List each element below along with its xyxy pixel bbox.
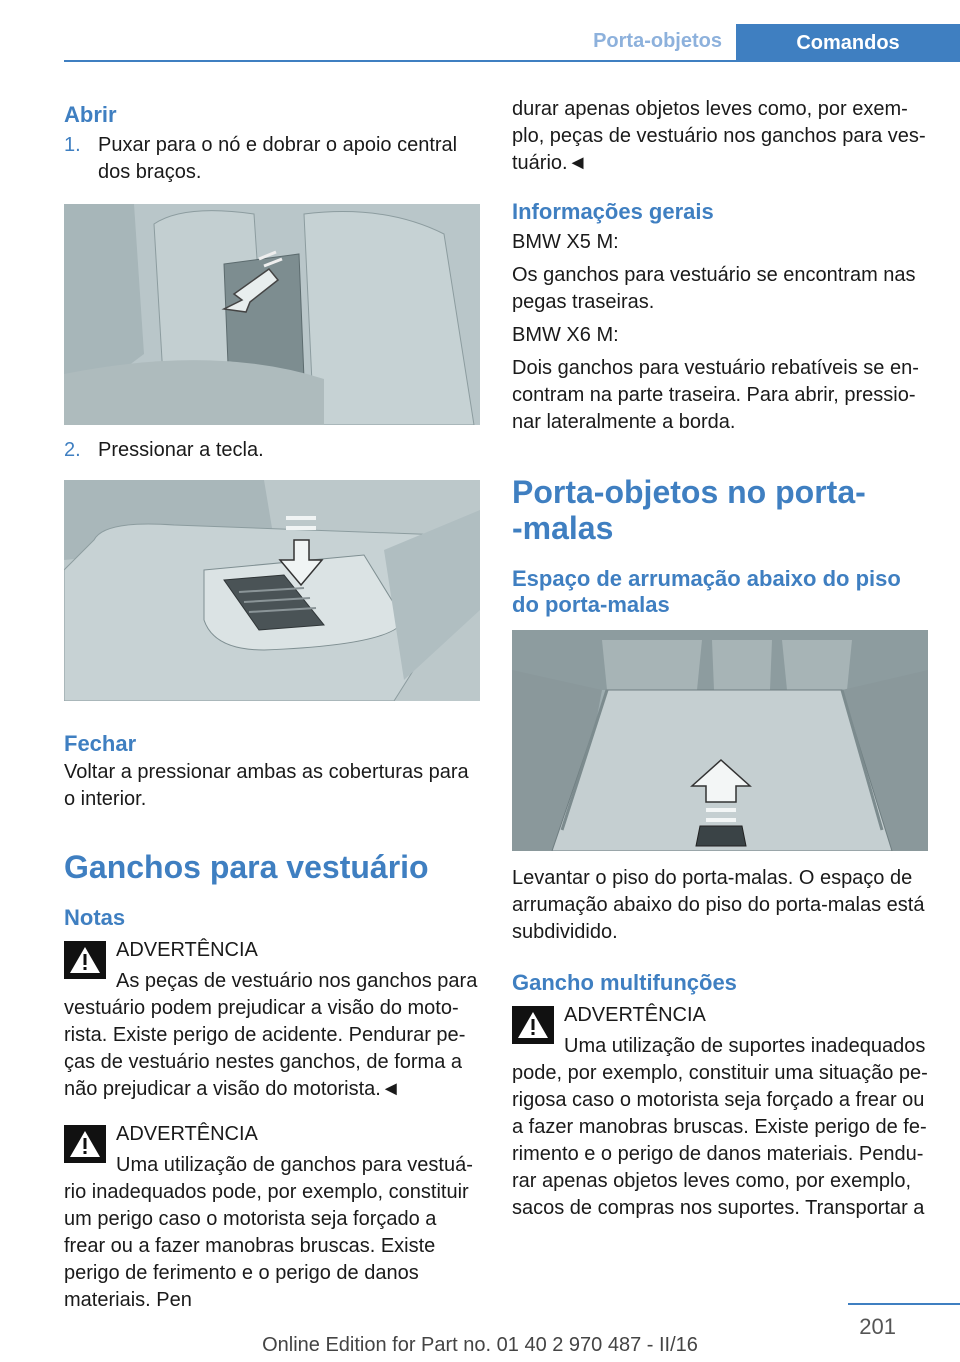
x5-label: BMW X5 M: — [512, 231, 619, 253]
gancho-heading: Gancho multifunções — [512, 970, 737, 995]
warning-1-heading: ADVERTÊNCIA — [116, 939, 258, 961]
trunk-photo — [512, 630, 928, 851]
warning-2-body: Uma utilização de ganchos para vestuário inadequados pode, por exemplo, constituir um perigo caso o motorista seja forçado a frear ou a fazer manobras bruscas. Existe perigo de ferimento e o perigo de danos materiais. Pen — [64, 1154, 473, 1311]
fechar-text: Voltar a pressionar ambas as coberturas para o interior. — [64, 761, 469, 810]
right-column — [512, 96, 928, 1222]
espaco-heading: Espaço de arrumação abaixo do piso do porta-malas — [512, 566, 901, 617]
step-2 — [64, 437, 480, 464]
warning-3-body: Uma utilização de suportes inadequados pode, por exemplo, constituir uma situação perigosa caso o motorista seja forçado a frear ou a fazer manobras bruscas. Existe perigo de ferimento e o perigo de danos materiais. Pendurar apenas objetos leves como, por exemplo, sacos de compras nos suportes. Transportar a — [512, 1035, 928, 1219]
x5-text: Os ganchos para vestuário se encontram nas pegas traseiras. — [512, 264, 916, 313]
porta-objetos-heading — [512, 474, 928, 546]
footer-rule — [848, 1303, 960, 1305]
fechar-heading: Fechar — [64, 731, 137, 756]
armrest-illustration — [64, 204, 480, 425]
warning-triangle-icon — [512, 1006, 554, 1044]
continued-text: durar apenas objetos leves como, por exemplo, peças de vestuário nos ganchos para vestuário.◄ — [512, 98, 926, 174]
x6-text: Dois ganchos para vestuário rebatíveis se encontram na parte traseira. Para abrir, pressionar lateralmente a borda. — [512, 357, 919, 433]
abrir-heading: Abrir — [64, 102, 117, 127]
warning-3-heading: ADVERTÊNCIA — [564, 1004, 706, 1026]
left-column — [64, 96, 480, 1314]
header-chapter-tab: Comandos — [736, 24, 960, 62]
levantar-text: Levantar o piso do porta-malas. O espaço de arrumação abaixo do piso do porta-malas está subdividido. — [512, 867, 925, 943]
warning-triangle-icon — [64, 1125, 106, 1163]
armrest-photo — [64, 204, 480, 425]
step-2-number: 2. — [64, 439, 81, 461]
edition-note: Online Edition for Part no. 01 40 2 970 487 - II/16 — [262, 1334, 698, 1356]
header-section-title: Porta-objetos — [593, 30, 722, 52]
warning-2 — [64, 1121, 480, 1314]
warning-triangle-icon — [64, 941, 106, 979]
button-illustration — [64, 480, 480, 701]
button-photo — [64, 480, 480, 701]
step-1-number: 1. — [64, 134, 81, 156]
step-1 — [64, 132, 480, 186]
porta-heading-line-2: -malas — [512, 510, 614, 546]
notas-heading: Notas — [64, 905, 126, 930]
header-rule — [64, 60, 960, 62]
step-1-text: Puxar para o nó e dobrar o apoio central dos braços. — [98, 134, 458, 183]
porta-heading-line-1: Porta-objetos no porta- — [512, 474, 866, 510]
x6-label: BMW X6 M: — [512, 324, 619, 346]
page-number: 201 — [859, 1314, 896, 1339]
info-heading: Informações gerais — [512, 199, 714, 224]
warning-2-heading: ADVERTÊNCIA — [116, 1123, 258, 1145]
trunk-illustration — [512, 630, 928, 851]
warning-1 — [64, 937, 480, 1103]
warning-3 — [512, 1002, 928, 1222]
ganchos-heading: Ganchos para vestuário — [64, 849, 429, 885]
warning-1-body: As peças de vestuário nos ganchos para vestuário podem prejudicar a visão do motorista. Existe perigo de acidente. Pendurar peças de vestuário nestes ganchos, de forma a não prejudicar a visão do motorista.◄ — [64, 970, 478, 1100]
step-2-text: Pressionar a tecla. — [98, 439, 264, 461]
